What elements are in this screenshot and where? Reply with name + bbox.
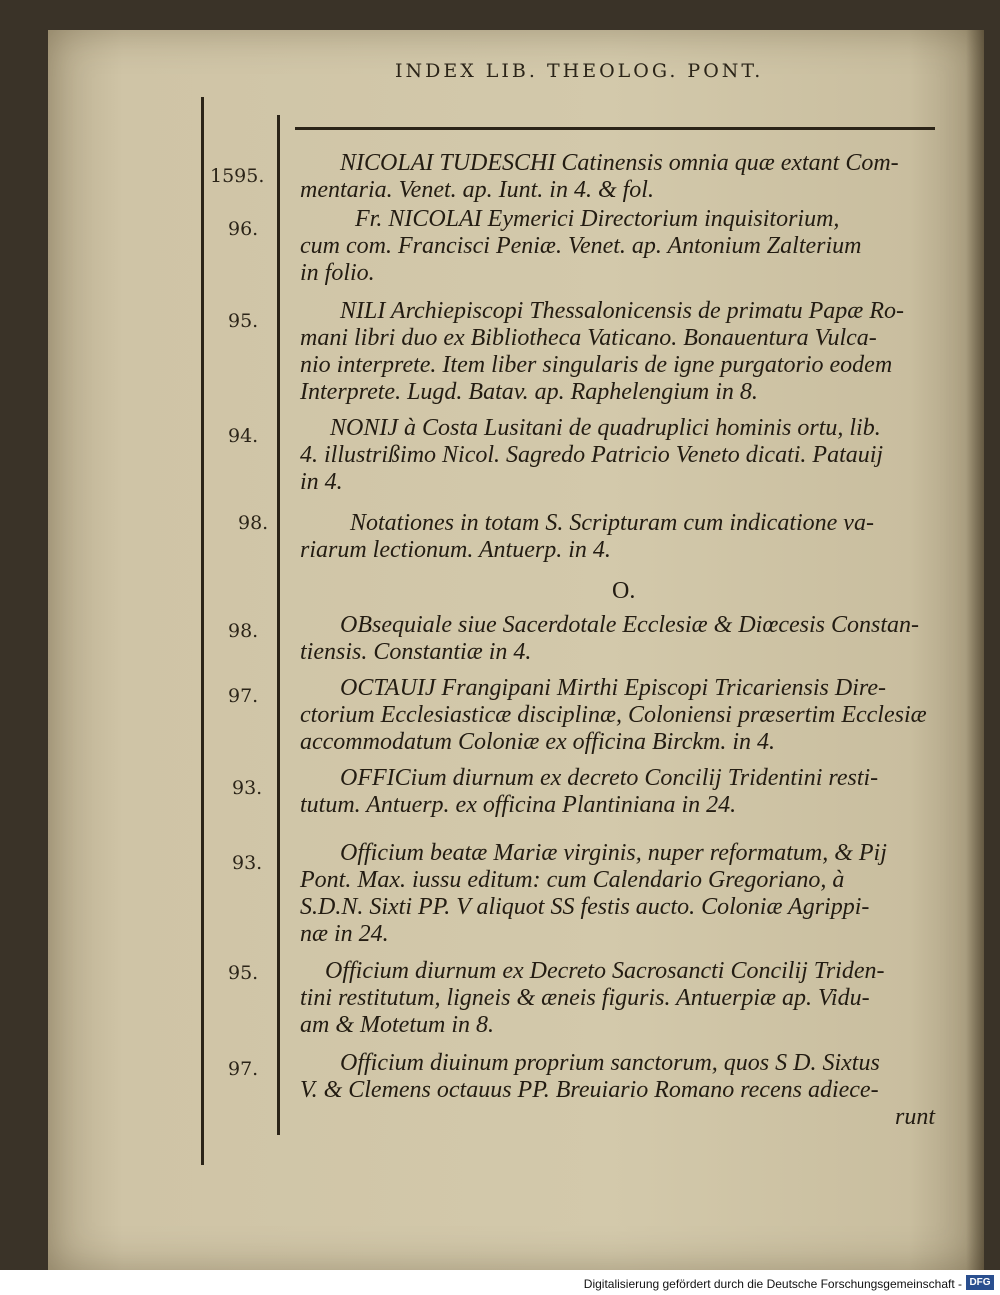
entry-line: V. & Clemens octauus PP. Breuiario Romano recens adiece- [300, 1077, 879, 1103]
entry-line: næ in 24. [300, 921, 389, 947]
entry-line: accommodatum Coloniæ ex officina Birckm. in 4. [300, 729, 776, 755]
page-edge-shadow [966, 30, 984, 1270]
catalog-entry [300, 510, 940, 564]
entry-line: S.D.N. Sixti PP. V aliquot SS festis aucto. Coloniæ Agrippi- [300, 894, 870, 920]
entry-year: 96. [228, 218, 259, 240]
section-letter: O. [612, 578, 636, 604]
entry-line: am & Motetum in 8. [300, 1012, 494, 1038]
entry-year: 93. [232, 777, 263, 799]
entry-line: mani libri duo ex Bibliotheca Vaticano. Bonauentura Vulca- [300, 325, 877, 351]
entry-line: tini restitutum, ligneis & æneis figuris. Antuerpiæ ap. Vidu- [300, 985, 870, 1011]
catalog-entry [300, 612, 940, 666]
catalog-entry [300, 298, 940, 406]
catalog-entry [300, 840, 940, 948]
catalog-entry [300, 765, 940, 819]
entry-line: cum com. Francisci Peniæ. Venet. ap. Antonium Zalterium [300, 233, 862, 259]
entry-year: 97. [228, 685, 259, 707]
entry-year: 98. [238, 512, 269, 534]
entry-line: runt [895, 1104, 936, 1130]
entry-year: 95. [228, 962, 259, 984]
entry-line: ctorium Ecclesiasticæ disciplinæ, Coloniensi præsertim Ecclesiæ [300, 702, 927, 728]
entry-line: 4. illustrißimo Nicol. Sagredo Patricio Veneto dicati. Patauij [300, 442, 884, 468]
entry-line: Interprete. Lugd. Batav. ap. Raphelengium in 8. [300, 379, 758, 405]
entry-line: mentaria. Venet. ap. Iunt. in 4. & fol. [300, 177, 654, 203]
header-rule [295, 127, 935, 130]
entry-year: 98. [228, 620, 259, 642]
entry-line: Officium beatæ Mariæ virginis, nuper reformatum, & Pij [340, 840, 887, 866]
catalog-entry [300, 675, 940, 756]
running-header: INDEX LIB. THEOLOG. PONT. [395, 60, 764, 82]
catalog-entry [300, 958, 940, 1039]
entry-line: Officium diuinum proprium sanctorum, quos S D. Sixtus [340, 1050, 880, 1076]
entry-line: riarum lectionum. Antuerp. in 4. [300, 537, 611, 563]
dfg-logo-icon: DFG [966, 1275, 994, 1290]
entry-line: OCTAUIJ Frangipani Mirthi Episcopi Tricariensis Dire- [340, 675, 886, 701]
entry-line: OBsequiale siue Sacerdotale Ecclesiæ & Diœcesis Constan- [340, 612, 920, 638]
margin-rule-outer [201, 97, 204, 1165]
entry-year: 94. [228, 425, 259, 447]
entry-line: tutum. Antuerp. ex officina Plantiniana in 24. [300, 792, 737, 818]
entry-line: in 4. [300, 469, 343, 495]
entry-line: OFFICium diurnum ex decreto Concilij Tridentini resti- [340, 765, 879, 791]
entry-line: NICOLAI TUDESCHI Catinensis omnia quæ extant Com- [340, 150, 899, 176]
entry-line: nio interprete. Item liber singularis de igne purgatorio eodem [300, 352, 893, 378]
entry-year: 93. [232, 852, 263, 874]
catalog-entry [300, 206, 940, 287]
catalog-entry [300, 1050, 940, 1131]
margin-rule-inner [277, 115, 280, 1135]
catalog-entry [300, 150, 940, 204]
entry-line: in folio. [300, 260, 375, 286]
entry-line: Pont. Max. iussu editum: cum Calendario Gregoriano, à [300, 867, 845, 893]
funding-credit: Digitalisierung gefördert durch die Deutsche Forschungsgemeinschaft - [583, 1277, 962, 1291]
entry-year: 1595. [210, 165, 265, 187]
entry-line: NILI Archiepiscopi Thessalonicensis de primatu Papæ Ro- [340, 298, 904, 324]
entry-line: Fr. NICOLAI Eymerici Directorium inquisitorium, [355, 206, 840, 232]
entry-line: Notationes in totam S. Scripturam cum indicatione va- [350, 510, 874, 536]
entry-year: 95. [228, 310, 259, 332]
catalog-entry [300, 415, 940, 496]
entry-year: 97. [228, 1058, 259, 1080]
entry-line: Officium diurnum ex Decreto Sacrosancti Concilij Triden- [325, 958, 885, 984]
entry-line: tiensis. Constantiæ in 4. [300, 639, 532, 665]
entry-line: NONIJ à Costa Lusitani de quadruplici hominis ortu, lib. [330, 415, 881, 441]
